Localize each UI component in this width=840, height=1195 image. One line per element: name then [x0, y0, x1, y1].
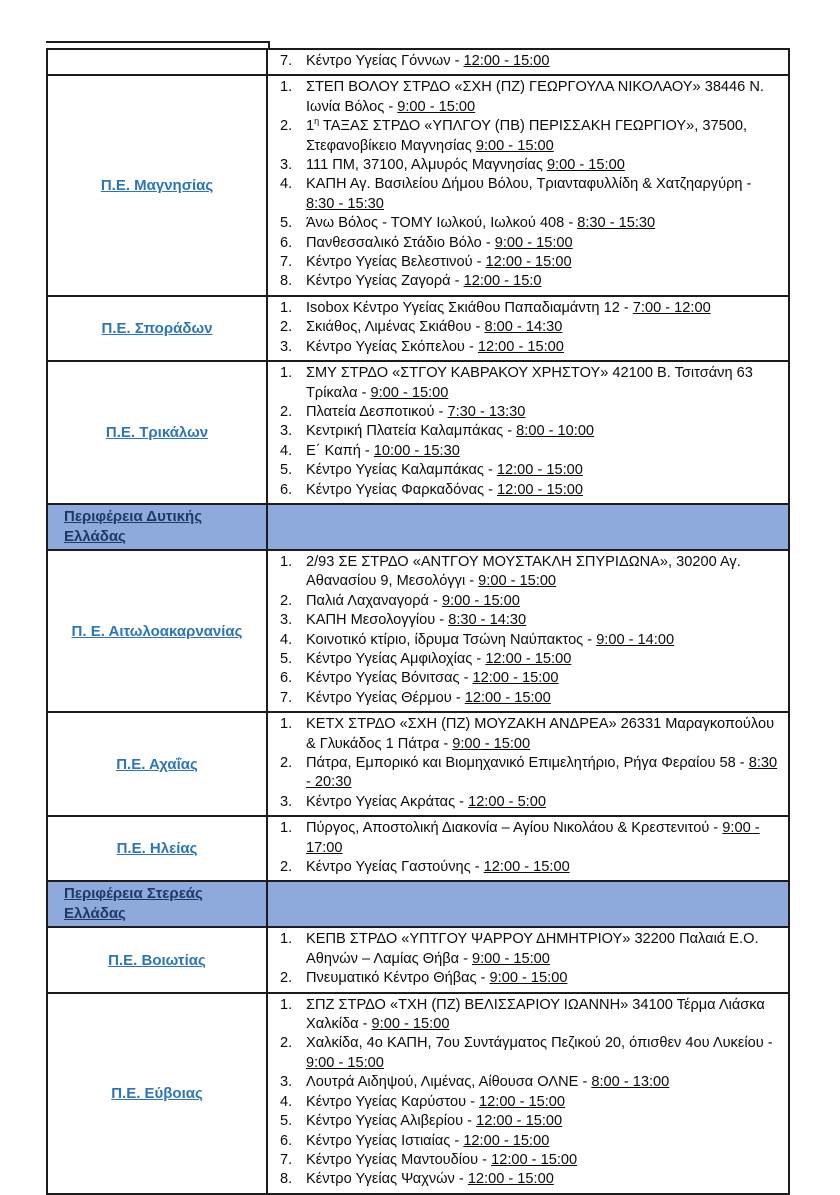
- list-item: [268, 930, 780, 969]
- time-range: 9:00 - 15:00: [546, 157, 625, 174]
- list-item: [268, 1073, 780, 1092]
- region-link[interactable]: Π.Ε. Σποράδων: [101, 319, 213, 337]
- list-item: [268, 650, 780, 669]
- list-item-text: Κέντρο Υγείας Ιστιαίας - 12:00 - 15:00: [306, 1132, 550, 1149]
- list-item: [268, 318, 780, 337]
- time-range: 8:30 - 15:30: [577, 215, 656, 232]
- time-range: 12:00 - 15:00: [476, 1113, 563, 1130]
- list-item: [268, 175, 780, 214]
- list-item: [268, 481, 780, 500]
- list-item-number: 1.: [280, 716, 293, 733]
- list-item-text: ΣΤΕΠ ΒΟΛΟΥ ΣΤΡΔΟ «ΣΧΗ (ΠΖ) ΓΕΩΡΓΟΥΛΑ ΝΙΚΟΛΑΟΥ» 38446 Ν. Ιωνία Βόλος - 9:00 - 15:00: [306, 79, 764, 115]
- table-row: [48, 362, 788, 505]
- locations-table: [46, 48, 790, 1195]
- time-range: 9:00 - 15:00: [489, 970, 568, 987]
- time-range: 9:00 - 15:00: [475, 137, 554, 154]
- region-link[interactable]: Π.Ε. Ηλείας: [116, 840, 198, 858]
- list-item-text: Κέντρο Υγείας Βόνιτσας - 12:00 - 15:00: [306, 670, 559, 687]
- list-item-number: 3.: [280, 1074, 293, 1091]
- list-item: [268, 117, 780, 156]
- table-top-left-border-stub: [46, 41, 270, 43]
- list-item: [268, 156, 780, 175]
- list-item-number: 4.: [280, 631, 293, 648]
- region-cell: [48, 994, 268, 1193]
- region-link[interactable]: Π.Ε. Αχαΐας: [116, 755, 198, 773]
- time-range: 12:00 - 15:00: [463, 1132, 550, 1149]
- list-item: [268, 442, 780, 461]
- locations-cell: [268, 362, 788, 503]
- list-item: [268, 1170, 780, 1189]
- list-item: [268, 422, 780, 441]
- region-header-row: [48, 882, 788, 928]
- list-item-number: 4.: [280, 176, 293, 193]
- time-range: 8:00 - 13:00: [591, 1074, 670, 1091]
- locations-cell: [268, 817, 788, 880]
- time-range: 12:00 - 15:00: [463, 53, 550, 69]
- region-link[interactable]: Π.Ε. Τρικάλων: [105, 424, 209, 442]
- region-link[interactable]: Π.Ε. Βοιωτίας: [108, 951, 206, 969]
- list-item-text: ΚΕΠΒ ΣΤΡΔΟ «ΥΠΤΓΟΥ ΨΑΡΡΟΥ ΔΗΜΗΤΡΙΟΥ» 32200 Παλαιά Ε.Ο. Αθηνών – Λαμίας Θήβα - 9:00 - 15:00: [306, 931, 759, 967]
- list-item: [268, 214, 780, 233]
- region-header-empty-cell: [268, 882, 788, 926]
- list-item: [268, 819, 780, 858]
- region-cell: [48, 713, 268, 815]
- list-item: [268, 1112, 780, 1131]
- list-item-number: 3.: [280, 423, 293, 440]
- locations-cell: [268, 713, 788, 815]
- list-item: [268, 78, 780, 117]
- list-item-text: ΣΜΥ ΣΤΡΔΟ «ΣΤΓΟΥ ΚΑΒΡΑΚΟΥ ΧΡΗΣΤΟΥ» 42100 Β. Τσιτσάνη 63 Τρίκαλα - 9:00 - 15:00: [306, 365, 753, 401]
- time-range: 12:00 - 5:00: [468, 793, 546, 810]
- locations-cell: [268, 928, 788, 991]
- time-range: 9:00 - 15:00: [494, 234, 573, 251]
- list-item-text: Κέντρο Υγείας Γόννων - 12:00 - 15:00: [306, 53, 550, 69]
- list-item-text: Κέντρο Υγείας Φαρκαδόνας - 12:00 - 15:00: [306, 481, 584, 498]
- list-item: [268, 461, 780, 480]
- list-item-number: 6.: [280, 670, 293, 687]
- list-item-number: 3.: [280, 157, 293, 174]
- list-item-number: 1.: [280, 931, 293, 948]
- list-item-number: 2.: [280, 970, 293, 987]
- list-item: [268, 553, 780, 592]
- list-item: [268, 793, 780, 812]
- list-item-number: 1.: [280, 820, 293, 837]
- list-item-number: 2.: [280, 403, 293, 420]
- list-item-text: Κεντρική Πλατεία Καλαμπάκας - 8:00 - 10:00: [306, 423, 595, 440]
- list-item-text: $1^\eta$ ΤΑΞΑΣ ΣΤΡΔΟ «ΥΠΛΓΟΥ (ΠΒ) ΠΕΡΙΣΣΑΚΗ ΓΕΩΡΓΙΟΥ», 37500, Στεφανοβίκειο Μαγνησίας 9:00 - 15:00: [306, 116, 748, 154]
- region-cell: [48, 817, 268, 880]
- region-cell: [48, 928, 268, 991]
- time-range: 12:00 - 15:00: [464, 689, 551, 706]
- list-item-text: Πάτρα, Εμπορικό και Βιομηχανικό Επιμελητήριο, Ρήγα Φεραίου 58 - 8:30 - 20:30: [306, 755, 778, 791]
- list-item: [268, 1093, 780, 1112]
- list-item-number: 7.: [280, 254, 293, 271]
- list-item-number: 2.: [280, 859, 293, 876]
- time-range: 12:00 - 15:0: [463, 273, 542, 290]
- locations-cell: [268, 551, 788, 711]
- list-item-number: 4.: [280, 442, 293, 459]
- list-item: [268, 592, 780, 611]
- region-cell: [48, 362, 268, 503]
- list-item-text: 2/93 ΣΕ ΣΤΡΔΟ «ΑΝΤΓΟΥ ΜΟΥΣΤΑΚΛΗ ΣΠΥΡΙΔΩΝΑ», 30200 Αγ. Αθανασίου 9, Μεσολόγγι - 9:00 - 15:00: [306, 553, 741, 590]
- time-range: 12:00 - 15:00: [467, 1171, 554, 1188]
- list-item: [268, 969, 780, 988]
- list-item-number: 3.: [280, 612, 293, 629]
- list-item-text: Σκιάθος, Λιμένας Σκιάθου - 8:00 - 14:30: [306, 319, 563, 336]
- table-row: [48, 76, 788, 296]
- list-item-text: ΚΑΠΗ Αγ. Βασιλείου Δήμου Βόλου, Τριανταφυλλίδη & Χατζηαργύρη - 8:30 - 15:30: [306, 176, 752, 212]
- list-item: [268, 1034, 780, 1073]
- list-item: [268, 338, 780, 357]
- list-item: [268, 364, 780, 403]
- list-item-text: Κέντρο Υγείας Ζαγορά - 12:00 - 15:0: [306, 273, 542, 290]
- list-item-text: 111 ΠΜ, 37100, Αλμυρός Μαγνησίας 9:00 - 15:00: [306, 157, 625, 174]
- list-item: [268, 1132, 780, 1151]
- list-item-number: 6.: [280, 481, 293, 498]
- list-item-text: Κέντρο Υγείας Ψαχνών - 12:00 - 15:00: [306, 1171, 554, 1188]
- time-range: 9:00 - 14:00: [596, 631, 675, 648]
- region-header-label: Περιφέρεια Δυτικής Ελλάδας: [64, 507, 202, 545]
- list-item-number: 5.: [280, 650, 293, 667]
- list-item-text: Κέντρο Υγείας Βελεστινού - 12:00 - 15:00: [306, 254, 572, 271]
- list-item-number: 3.: [280, 338, 293, 355]
- list-item-text: Κέντρο Υγείας Καλαμπάκας - 12:00 - 15:00: [306, 462, 583, 479]
- region-cell: [48, 50, 268, 74]
- region-link[interactable]: Π.Ε. Μαγνησίας: [100, 177, 214, 195]
- list-item-number: 3.: [280, 793, 293, 810]
- list-item: [268, 858, 780, 877]
- time-range: 7:00 - 12:00: [632, 299, 711, 316]
- list-item: [268, 403, 780, 422]
- list-item-number: 2.: [280, 592, 293, 609]
- list-item-number: 1.: [280, 553, 293, 570]
- region-cell: [48, 76, 268, 294]
- region-header-cell: [48, 505, 268, 549]
- list-item-number: 7.: [280, 1151, 293, 1168]
- locations-cell: [268, 50, 788, 74]
- list-item-text: ΚΕΤΧ ΣΤΡΔΟ «ΣΧΗ (ΠΖ) ΜΟΥΖΑΚΗ ΑΝΔΡΕΑ» 26331 Μαραγκοπούλου & Γλυκάδος 1 Πάτρα - 9:00 - 15:00: [306, 716, 775, 752]
- time-range: 12:00 - 15:00: [485, 650, 572, 667]
- list-item-text: Κοινοτικό κτίριο, ίδρυμα Τσώνη Ναύπακτος - 9:00 - 14:00: [306, 631, 675, 648]
- list-item: [268, 253, 780, 272]
- list-item-number: 7.: [280, 689, 293, 706]
- list-item: [268, 299, 780, 318]
- list-item-number: 6.: [280, 234, 293, 251]
- time-range: 9:00 - 15:00: [371, 1016, 450, 1033]
- list-item-text: Πνευματικό Κέντρο Θήβας - 9:00 - 15:00: [306, 970, 568, 987]
- time-range: 9:00 - 15:00: [397, 98, 476, 115]
- list-item: [268, 669, 780, 688]
- list-item-text: Κέντρο Υγείας Θέρμου - 12:00 - 15:00: [306, 689, 551, 706]
- list-item: [268, 52, 780, 71]
- list-item: [268, 1151, 780, 1170]
- list-item-number: 5.: [280, 462, 293, 479]
- list-item-text: Πλατεία Δεσποτικού - 7:30 - 13:30: [306, 403, 526, 420]
- list-item-text: Κέντρο Υγείας Αλιβερίου - 12:00 - 15:00: [306, 1113, 563, 1130]
- list-item: [268, 272, 780, 291]
- list-item-text: Κέντρο Υγείας Αμφιλοχίας - 12:00 - 15:00: [306, 650, 572, 667]
- list-item-text: Isobox Κέντρο Υγείας Σκιάθου Παπαδιαμάντη 12 - 7:00 - 12:00: [306, 299, 711, 316]
- time-range: 8:00 - 14:30: [484, 319, 563, 336]
- locations-cell: [268, 994, 788, 1193]
- time-range: 12:00 - 15:00: [483, 859, 570, 876]
- list-item-number: 7.: [280, 53, 293, 69]
- region-header-empty-cell: [268, 505, 788, 549]
- list-item-number: 1.: [280, 996, 293, 1013]
- list-item-text: Κέντρο Υγείας Μαντουδίου - 12:00 - 15:00: [306, 1151, 578, 1168]
- time-range: 12:00 - 15:00: [477, 338, 564, 355]
- time-range: 9:00 - 15:00: [478, 573, 557, 590]
- list-item-text: Λουτρά Αιδηψού, Λιμένας, Αίθουσα ΟΛΝΕ - 8:00 - 13:00: [306, 1074, 670, 1091]
- superscript: η: [314, 116, 320, 127]
- table-row: [48, 297, 788, 362]
- region-header-cell: [48, 882, 268, 926]
- list-item-text: Άνω Βόλος - ΤΟΜΥ Ιωλκού, Ιωλκού 408 - 8:30 - 15:30: [306, 215, 656, 232]
- region-cell: [48, 297, 268, 360]
- time-range: 12:00 - 15:00: [496, 462, 583, 479]
- list-item: [268, 611, 780, 630]
- table-row: [48, 551, 788, 713]
- list-item-text: Πανθεσσαλικό Στάδιο Βόλο - 9:00 - 15:00: [306, 234, 573, 251]
- locations-cell: [268, 76, 788, 294]
- time-range: 9:00 - 15:00: [472, 950, 550, 967]
- list-item-number: 5.: [280, 215, 293, 232]
- time-range: 9:00 - 15:00: [452, 735, 531, 752]
- list-item-text: ΣΠΖ ΣΤΡΔΟ «ΤΧΗ (ΠΖ) ΒΕΛΙΣΣΑΡΙΟΥ ΙΩΑΝΝΗ» 34100 Τέρμα Λιάσκα Χαλκίδα - 9:00 - 15:00: [306, 996, 765, 1033]
- list-item: [268, 689, 780, 708]
- list-item-number: 2.: [280, 118, 293, 135]
- list-item-number: 2.: [280, 755, 293, 771]
- time-range: 9:00 - 17:00: [306, 820, 760, 856]
- region-link[interactable]: Π.Ε. Εύβοιας: [111, 1084, 203, 1102]
- time-range: 8:30 - 15:30: [306, 195, 384, 212]
- list-item: [268, 631, 780, 650]
- time-range: 9:00 - 15:00: [370, 384, 449, 401]
- list-item-number: 1.: [280, 79, 293, 96]
- time-range: 12:00 - 15:00: [472, 670, 559, 687]
- region-cell: [48, 551, 268, 711]
- table-row: [48, 994, 788, 1193]
- list-item-number: 2.: [280, 319, 293, 336]
- time-range: 8:00 - 10:00: [516, 423, 595, 440]
- table-row: [48, 713, 788, 817]
- list-item-text: Ε΄ Καπή - 10:00 - 15:30: [306, 442, 460, 459]
- list-item-text: Χαλκίδα, 4ο ΚΑΠΗ, 7ου Συντάγματος Πεζικού 20, όπισθεν 4ου Λυκείου - 9:00 - 15:00: [306, 1035, 773, 1071]
- region-header-row: [48, 505, 788, 551]
- time-range: 7:30 - 13:30: [447, 403, 526, 420]
- list-item: [268, 234, 780, 253]
- list-item-text: Πύργος, Αποστολική Διακονία – Αγίου Νικολάου & Κρεστενιτού - 9:00 - 17:00: [306, 820, 760, 856]
- list-item-number: 4.: [280, 1093, 293, 1110]
- locations-cell: [268, 297, 788, 360]
- list-item: [268, 996, 780, 1035]
- list-item: [268, 715, 780, 754]
- list-item-text: Κέντρο Υγείας Ακράτας - 12:00 - 5:00: [306, 793, 546, 810]
- list-item-number: 5.: [280, 1113, 293, 1130]
- time-range: 9:00 - 15:00: [306, 1054, 384, 1071]
- table-row: [48, 928, 788, 993]
- list-item-number: 8.: [280, 1171, 293, 1188]
- list-item-number: 2.: [280, 1035, 293, 1052]
- list-item-text: Κέντρο Υγείας Γαστούνης - 12:00 - 15:00: [306, 859, 570, 876]
- table-row: [48, 50, 788, 76]
- time-range: 12:00 - 15:00: [497, 481, 584, 498]
- list-item-number: 1.: [280, 365, 293, 382]
- table-row: [48, 817, 788, 882]
- time-range: 10:00 - 15:30: [373, 442, 460, 459]
- list-item: [268, 754, 780, 793]
- list-item-number: 6.: [280, 1132, 293, 1149]
- time-range: 12:00 - 15:00: [485, 254, 572, 271]
- list-item-text: Κέντρο Υγείας Καρύστου - 12:00 - 15:00: [306, 1093, 566, 1110]
- time-range: 8:30 - 14:30: [448, 612, 527, 629]
- list-item-text: Κέντρο Υγείας Σκόπελου - 12:00 - 15:00: [306, 338, 564, 355]
- time-range: 12:00 - 15:00: [491, 1151, 578, 1168]
- region-header-label: Περιφέρεια Στερεάς Ελλάδας: [64, 885, 203, 923]
- list-item-text: ΚΑΠΗ Μεσολογγίου - 8:30 - 14:30: [306, 612, 527, 629]
- time-range: 9:00 - 15:00: [441, 592, 520, 609]
- region-link[interactable]: Π. Ε. Αιτωλοακαρνανίας: [71, 622, 243, 640]
- time-range: 8:30 - 20:30: [306, 755, 778, 791]
- list-item-number: 1.: [280, 299, 293, 316]
- time-range: 12:00 - 15:00: [479, 1093, 566, 1110]
- list-item-text: Παλιά Λαχαναγορά - 9:00 - 15:00: [306, 592, 520, 609]
- list-item-number: 8.: [280, 273, 293, 290]
